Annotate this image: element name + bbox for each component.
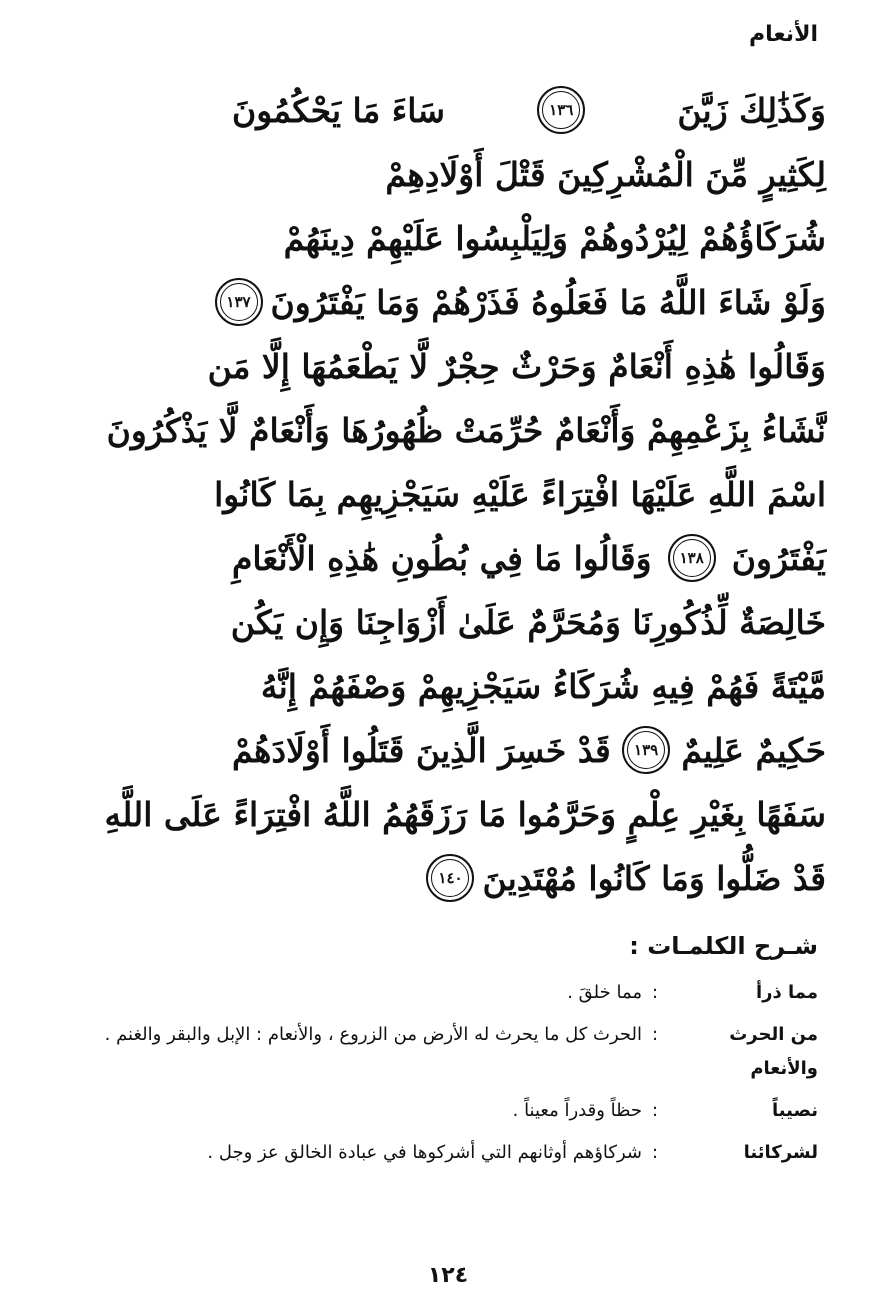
verse-text: وَقَالُوا هَٰذِهِ أَنْعَامٌ وَحَرْثٌ حِجْرٌ لَّا يَطْعَمُهَا إِلَّا مَن xyxy=(207,346,826,386)
verse-text: يَفْتَرُونَ xyxy=(731,538,826,578)
verse-text: خَالِصَةٌ لِّذُكُورِنَا وَمُحَرَّمٌ عَلَىٰ أَزْوَاجِنَا وَإِن يَكُن xyxy=(230,602,826,642)
verse-line xyxy=(232,526,826,590)
glossary-term: من الحرث والأنعام xyxy=(729,1024,818,1079)
verses-block xyxy=(104,78,826,910)
verse-line xyxy=(106,398,826,462)
verse-line xyxy=(232,590,826,654)
glossary-colon: : xyxy=(651,1024,659,1045)
glossary-entry xyxy=(58,1018,818,1086)
glossary-colon: : xyxy=(651,1100,659,1121)
verse-line xyxy=(232,846,826,910)
page-number: ١٢٤ xyxy=(427,1263,469,1288)
verse-text: وَقَالُوا مَا فِي بُطُونِ هَٰذِهِ الْأَنْعَامِ xyxy=(232,538,652,578)
verse-text: نَّشَاءُ بِزَعْمِهِمْ وَأَنْعَامٌ حُرِّمَتْ ظُهُورُهَا وَأَنْعَامٌ لَّا يَذْكُرُونَ xyxy=(106,410,826,450)
glossary-colon: : xyxy=(651,1142,659,1163)
glossary-entry xyxy=(58,976,818,1010)
verse-line xyxy=(232,142,826,206)
verse-text: لِكَثِيرٍ مِّنَ الْمُشْرِكِينَ قَتْلَ أَوْلَادِهِمْ xyxy=(385,154,826,194)
verse-line xyxy=(232,718,826,782)
verse-text: مَّيْتَةً فَهُمْ فِيهِ شُرَكَاءُ سَيَجْزِيهِمْ وَصْفَهُمْ إِنَّهُ xyxy=(260,666,826,706)
verse-text: اسْمَ اللَّهِ عَلَيْهَا افْتِرَاءً عَلَيْهِ سَيَجْزِيهِم بِمَا كَانُوا xyxy=(214,474,826,514)
verse-line xyxy=(226,270,826,334)
verse-line xyxy=(104,782,826,846)
surah-header: الأنعام xyxy=(749,22,818,47)
ayah-marker: ١٣٧ xyxy=(215,278,263,326)
ayah-marker: ١٣٩ xyxy=(622,726,670,774)
verse-text: قَدْ خَسِرَ الَّذِينَ قَتَلُوا أَوْلَادَهُمْ xyxy=(232,730,611,770)
ayah-marker: ١٣٦ xyxy=(537,86,585,134)
verse-text: وَكَذَٰلِكَ زَيَّنَ xyxy=(677,90,826,130)
ayah-marker: ١٣٨ xyxy=(668,534,716,582)
verse-text: قَدْ ضَلُّوا وَمَا كَانُوا مُهْتَدِينَ xyxy=(482,858,826,898)
glossary-entry xyxy=(58,1136,818,1170)
verse-text: شُرَكَاؤُهُمْ لِيُرْدُوهُمْ وَلِيَلْبِسُوا عَلَيْهِمْ دِينَهُمْ xyxy=(283,218,826,258)
verse-text: سَاءَ مَا يَحْكُمُونَ xyxy=(232,90,446,130)
verse-line xyxy=(207,334,826,398)
glossary-entry xyxy=(58,1094,818,1128)
verse-text: سَفَهًا بِغَيْرِ عِلْمٍ وَحَرَّمُوا مَا رَزَقَهُمُ اللَّهُ افْتِرَاءً عَلَى اللَّهِ xyxy=(104,794,826,834)
glossary-definition: مما خلقَ . xyxy=(567,982,642,1003)
verse-line xyxy=(232,78,826,142)
ayah-marker: ١٤٠ xyxy=(426,854,474,902)
glossary-term: مما ذرأ xyxy=(755,982,818,1003)
verse-line xyxy=(214,462,826,526)
glossary-colon: : xyxy=(651,982,659,1003)
glossary-section xyxy=(58,932,818,1178)
glossary-title: شـرح الكلمـات : xyxy=(629,932,818,960)
glossary-definition: الحرث كل ما يحرث له الأرض من الزروع ، والأنعام : الإبل والبقر والغنم . xyxy=(104,1024,642,1045)
glossary-definition: شركاؤهم أوثانهم التي أشركوها في عبادة الخالق عز وجل . xyxy=(207,1142,642,1163)
glossary-term: لشركائنا xyxy=(743,1142,818,1163)
glossary-definition: حظاً وقدراً معيناً . xyxy=(512,1100,642,1121)
verse-line xyxy=(232,654,826,718)
verse-line xyxy=(232,206,826,270)
glossary-term: نصيباً xyxy=(772,1100,818,1121)
verse-text: حَكِيمٌ عَلِيمٌ xyxy=(681,730,826,770)
verse-text: وَلَوْ شَاءَ اللَّهُ مَا فَعَلُوهُ فَذَرْهُمْ وَمَا يَفْتَرُونَ xyxy=(270,282,826,322)
